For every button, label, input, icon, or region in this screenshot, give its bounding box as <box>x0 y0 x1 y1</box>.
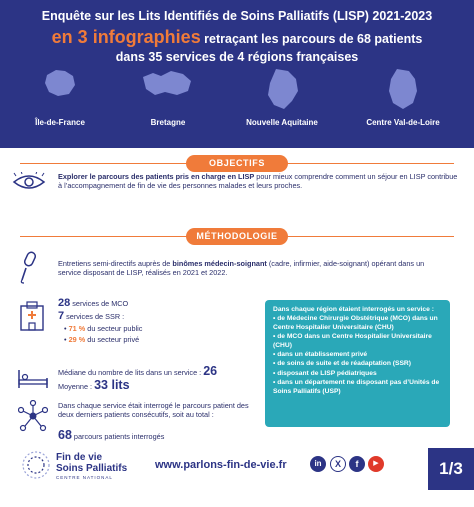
teal-box-item: • de soins de suite et de réadaptation (SSR) <box>273 360 411 368</box>
median-beds: Médiane du nombre de lits dans un service : 26 <box>58 364 218 378</box>
logo-subtitle: CENTRE NATIONAL <box>56 475 113 480</box>
header-title-line1: Enquête sur les Lits Identifiés de Soins Palliatifs (LISP) 2021-2023 <box>41 9 433 23</box>
logo-text: Fin de vie Soins Palliatifs <box>56 452 128 474</box>
ssr-count: 7 services de SSR : <box>58 310 125 322</box>
facebook-icon[interactable]: f <box>349 456 365 472</box>
region-bretagne: Bretagne <box>113 67 223 127</box>
teal-box-item: • disposant de LISP pédiatriques <box>273 369 377 377</box>
mean-beds: Moyenne : 33 lits <box>58 378 130 392</box>
patients-text: Dans chaque service était interrogé le parcours patient des deux derniers patients consécutifs, soit au total : <box>58 401 249 419</box>
microphone-icon <box>18 250 40 284</box>
eye-icon <box>12 172 46 192</box>
website-link[interactable]: www.parlons-fin-de-vie.fr <box>155 459 287 471</box>
region-centre-val-de-loire: Centre Val-de-Loire <box>348 67 458 127</box>
teal-box-item: • de Médecine Chirurgie Obstétrique (MCO) dans un Centre Hospitalier Universitaire (CHU) <box>273 315 438 331</box>
ssr-prive: • 29 % du secteur privé <box>64 335 140 344</box>
teal-box-item: • dans un département ne disposant pas d’Unités de Soins Palliatifs (USP) <box>273 379 440 395</box>
network-icon <box>18 400 48 432</box>
region-nouvelle-aquitaine: Nouvelle Aquitaine <box>227 67 337 127</box>
region-ile-de-france: Île-de-France <box>5 67 115 127</box>
teal-box-item: • dans un établissement privé <box>273 351 368 359</box>
ile-de-france-map-icon <box>41 67 79 99</box>
teal-box-item: • de MCO dans un Centre Hospitalier Universitaire (CHU) <box>273 333 432 349</box>
linkedin-icon[interactable]: in <box>310 456 326 472</box>
objectifs-title: OBJECTIFS <box>186 155 288 172</box>
teal-box-intro: Dans chaque région étaient interrogés un service : <box>273 306 434 313</box>
bed-icon <box>16 368 50 390</box>
centre-val-de-loire-map-icon <box>385 67 421 111</box>
x-twitter-icon[interactable]: X <box>330 456 346 472</box>
header-title-line2: en 3 infographies retraçant les parcours de 68 patients <box>51 27 423 47</box>
regions-services-box <box>265 300 450 427</box>
logo-icon <box>18 450 54 480</box>
patients-count: 68 parcours patients interrogés <box>58 428 165 442</box>
page-indicator: 1/3 <box>428 448 474 490</box>
bretagne-map-icon <box>141 67 195 99</box>
regions-row <box>0 67 474 127</box>
header-title-line3: dans 35 services de 4 régions françaises <box>115 50 359 64</box>
mco-count: 28 services de MCO <box>58 297 129 309</box>
youtube-icon[interactable]: ▶ <box>368 456 384 472</box>
hospital-icon <box>18 300 46 332</box>
methodologie-title: MÉTHODOLOGIE <box>186 228 288 245</box>
methodologie-interview-text: Entretiens semi-directifs auprès de binômes médecin-soignant (cadre, infirmier, aide-soignant) opérant dans un service disposant de LISP, réalisés en 2021 et 2022. <box>58 259 425 277</box>
ssr-public: • 71 % du secteur public <box>64 324 143 333</box>
nouvelle-aquitaine-map-icon <box>262 67 302 111</box>
objectifs-text: Explorer le parcours des patients pris en charge en LISP pour mieux comprendre comment un séjour en LISP contribue à l’accompagnement de fin de vie des personnes malades et leurs proches. <box>58 172 458 190</box>
